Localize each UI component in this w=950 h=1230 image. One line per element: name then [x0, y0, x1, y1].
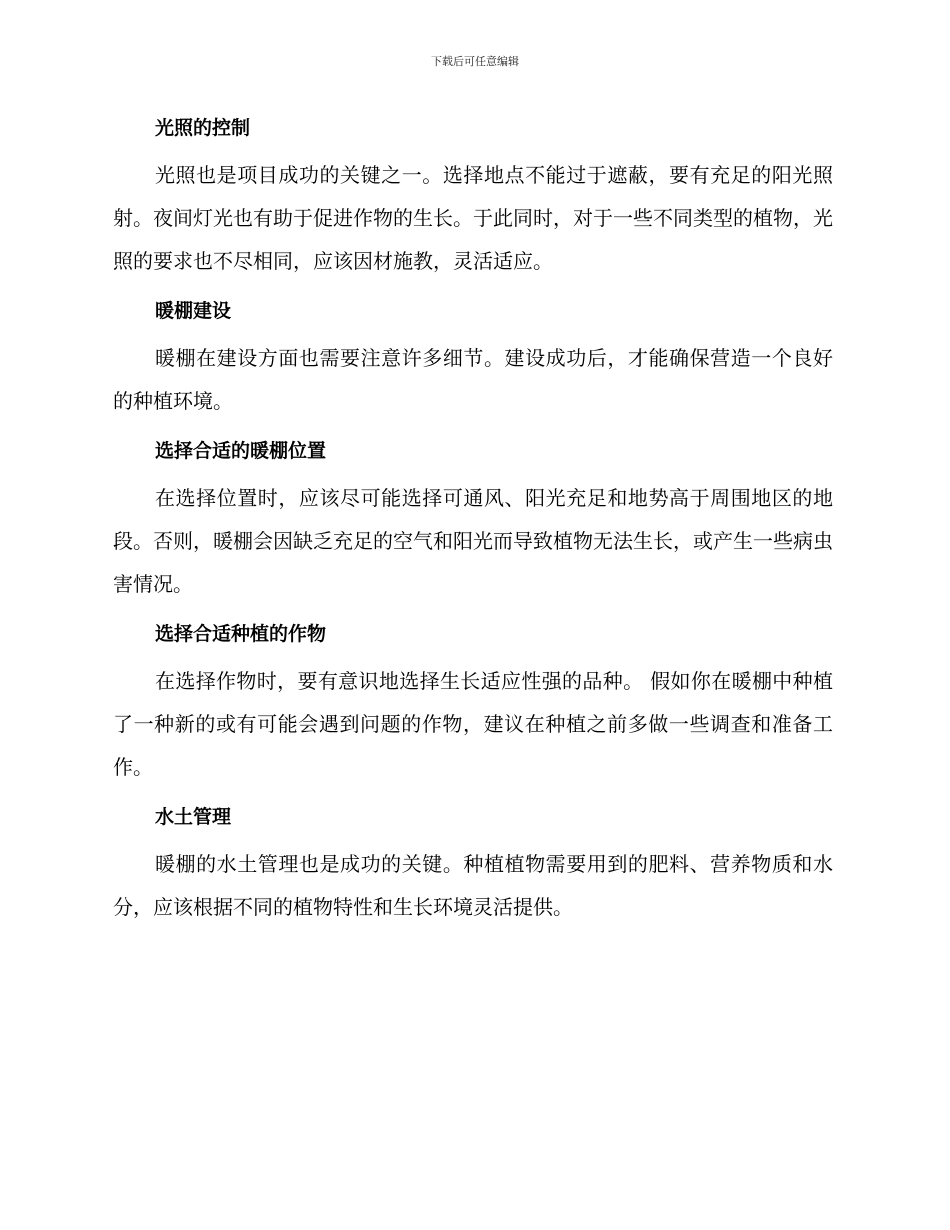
- page-header: 下载后可任意编辑: [431, 55, 519, 68]
- section-body-greenhouse-location: 在选择位置时，应该尽可能选择可通风、阳光充足和地势高于周围地区的地段。否则，暖棚会因缺乏充足的空气和阳光而导致植物无法生长，或产生一些病虫害情况。: [113, 486, 833, 596]
- section-heading-greenhouse-construction: 暖棚建设: [155, 300, 232, 322]
- section-body-lighting: 光照也是项目成功的关键之一。选择地点不能过于遮蔽，要有充足的阳光照射。夜间灯光也有助于促进作物的生长。于此同时，对于一些不同类型的植物，光照的要求也不尽相同，应该因材施教，灵活适应。: [113, 163, 833, 273]
- section-body-water-soil: 暖棚的水土管理也是成功的关键。种植植物需要用到的肥料、营养物质和水分，应该根据不同的植物特性和生长环境灵活提供。: [113, 852, 833, 919]
- document-content: [113, 112, 833, 941]
- section-body-greenhouse-construction: 暖棚在建设方面也需要注意许多细节。建设成功后，才能确保营造一个良好的种植环境。: [113, 346, 833, 413]
- section-body-crop-selection: 在选择作物时，要有意识地选择生长适应性强的品种。 假如你在暖棚中种植了一种新的或有可能会遇到问题的作物，建议在种植之前多做一些调查和准备工作。: [113, 669, 833, 779]
- section-heading-crop-selection: 选择合适种植的作物: [155, 623, 327, 645]
- section-heading-water-soil: 水土管理: [155, 806, 232, 828]
- section-heading-lighting: 光照的控制: [155, 117, 251, 139]
- section-heading-greenhouse-location: 选择合适的暖棚位置: [155, 440, 327, 462]
